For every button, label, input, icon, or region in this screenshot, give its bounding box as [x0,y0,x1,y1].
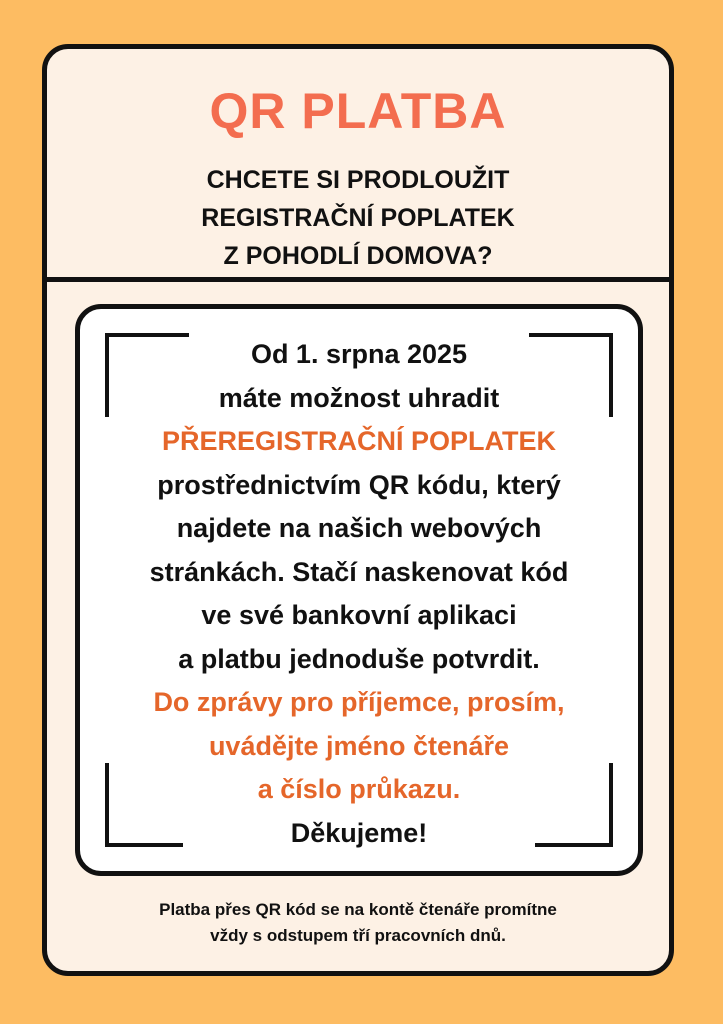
subtitle-line: REGISTRAČNÍ POPLATEK [201,204,515,232]
poster-title: QR PLATBA [209,83,507,139]
subtitle-line: Z POHODLÍ DOMOVA? [223,242,493,270]
message-line-highlight: a číslo průkazu. [257,774,461,804]
message-line: stránkách. Stačí naskenovat kód [149,556,569,587]
subtitle-line: CHCETE SI PRODLOUŽIT [206,166,510,194]
message-line: najdete na našich webových [176,513,542,543]
message-line: Od 1. srpna 2025 [250,339,468,369]
message-line: máte možnost uhradit [218,382,500,413]
message-line-highlight: uvádějte jméno čtenáře [208,730,510,761]
message-text [80,333,638,855]
footer-line: vždy s odstupem tří pracovních dnů. [210,926,506,945]
message-line-highlight: Do zprávy pro příjemce, prosím, [153,687,565,717]
message-line: a platbu jednoduše potvrdit. [178,643,540,674]
message-line-thanks: Děkujeme! [290,817,428,848]
footer-line: Platba přes QR kód se na kontě čtenáře promítne [159,900,557,919]
poster-header [47,49,669,282]
message-line: prostřednictvím QR kódu, který [157,469,561,500]
message-box [75,304,643,876]
poster-card [42,44,674,976]
message-line: ve své bankovní aplikaci [201,600,517,630]
footer-note [47,897,669,949]
message-line-highlight: PŘEREGISTRAČNÍ POPLATEK [161,426,557,456]
poster-subtitle [47,161,669,275]
